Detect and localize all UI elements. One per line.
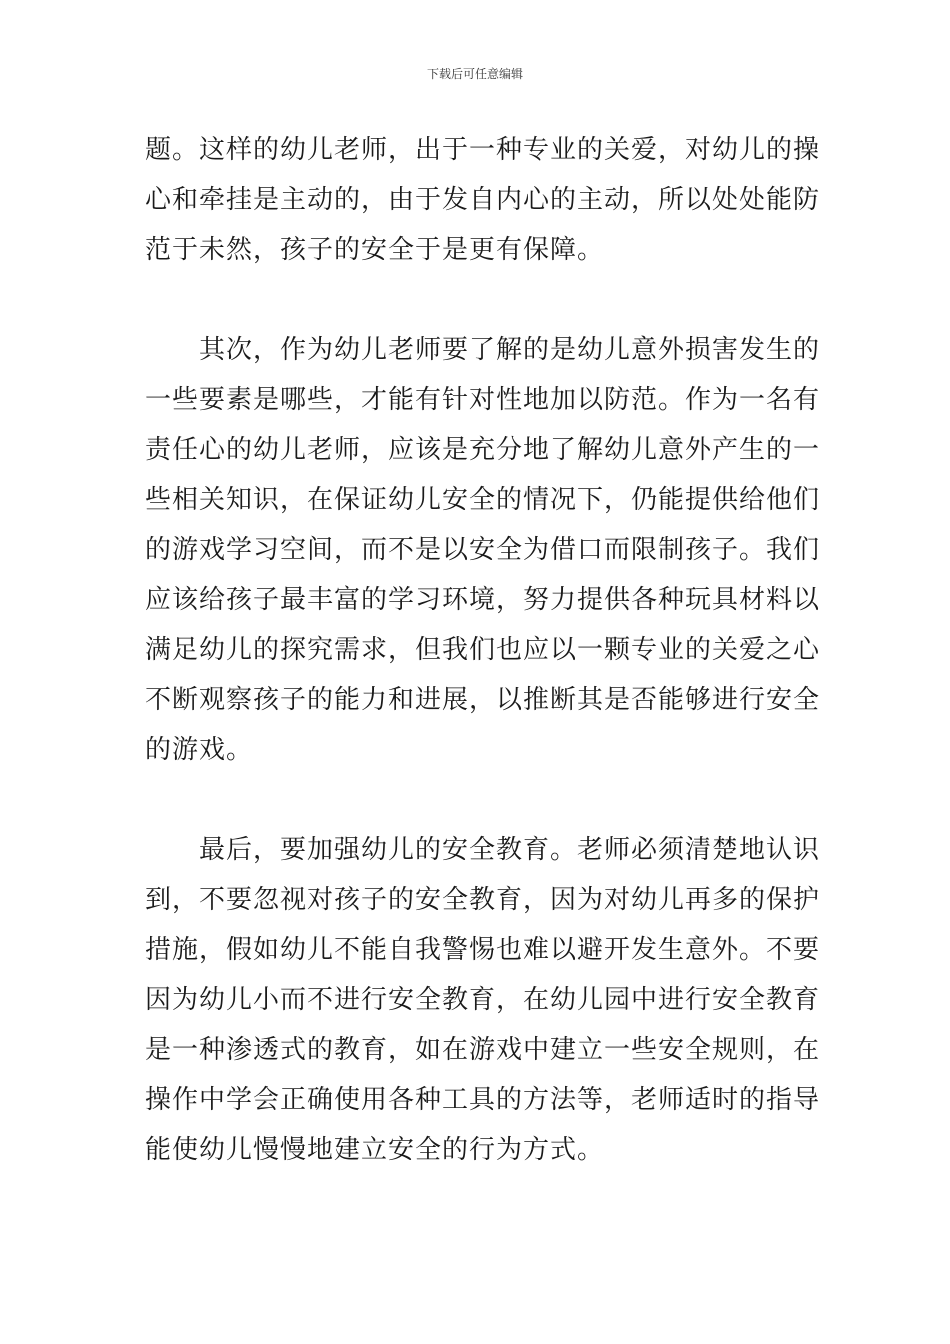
text-line: 最后，要加强幼儿的安全教育。老师必须清楚地认识 (199, 835, 821, 865)
text-line: 的游戏。 (145, 735, 254, 765)
text-line: 范于未然，孩子的安全于是更有保障。 (145, 235, 605, 265)
text-line: 能使幼儿慢慢地建立安全的行为方式。 (145, 1135, 605, 1165)
text-line: 到，不要忽视对孩子的安全教育，因为对幼儿再多的保护 (145, 885, 821, 915)
text-line: 是一种渗透式的教育，如在游戏中建立一些安全规则，在 (145, 1035, 821, 1065)
text-line: 不断观察孩子的能力和进展，以推断其是否能够进行安全 (145, 685, 821, 715)
text-line: 应该给孩子最丰富的学习环境，努力提供各种玩具材料以 (145, 585, 821, 615)
text-line: 责任心的幼儿老师，应该是充分地了解幼儿意外产生的一 (145, 435, 821, 465)
text-line: 措施，假如幼儿不能自我警惕也难以避开发生意外。不要 (145, 935, 821, 965)
paragraph-spacer (145, 775, 807, 825)
text-line: 心和牵挂是主动的，由于发自内心的主动，所以处处能防 (145, 185, 821, 215)
text-line: 满足幼儿的探究需求，但我们也应以一颗专业的关爱之心 (145, 635, 821, 665)
page-header: 下载后可任意编辑 (426, 67, 523, 81)
text-line: 的游戏学习空间，而不是以安全为借口而限制孩子。我们 (145, 535, 821, 565)
text-line: 一些要素是哪些，才能有针对性地加以防范。作为一名有 (145, 385, 821, 415)
paragraph-3 (145, 825, 821, 1175)
text-line: 操作中学会正确使用各种工具的方法等，老师适时的指导 (145, 1085, 821, 1115)
text-line: 其次，作为幼儿老师要了解的是幼儿意外损害发生的 (199, 335, 821, 365)
paragraph-spacer (145, 275, 807, 325)
text-line: 些相关知识，在保证幼儿安全的情况下，仍能提供给他们 (145, 485, 821, 515)
document-body (145, 125, 821, 1175)
text-line: 题。这样的幼儿老师，出于一种专业的关爱，对幼儿的操 (145, 135, 821, 165)
text-line: 因为幼儿小而不进行安全教育，在幼儿园中进行安全教育 (145, 985, 821, 1015)
paragraph-1 (145, 125, 821, 275)
paragraph-2 (145, 325, 821, 775)
